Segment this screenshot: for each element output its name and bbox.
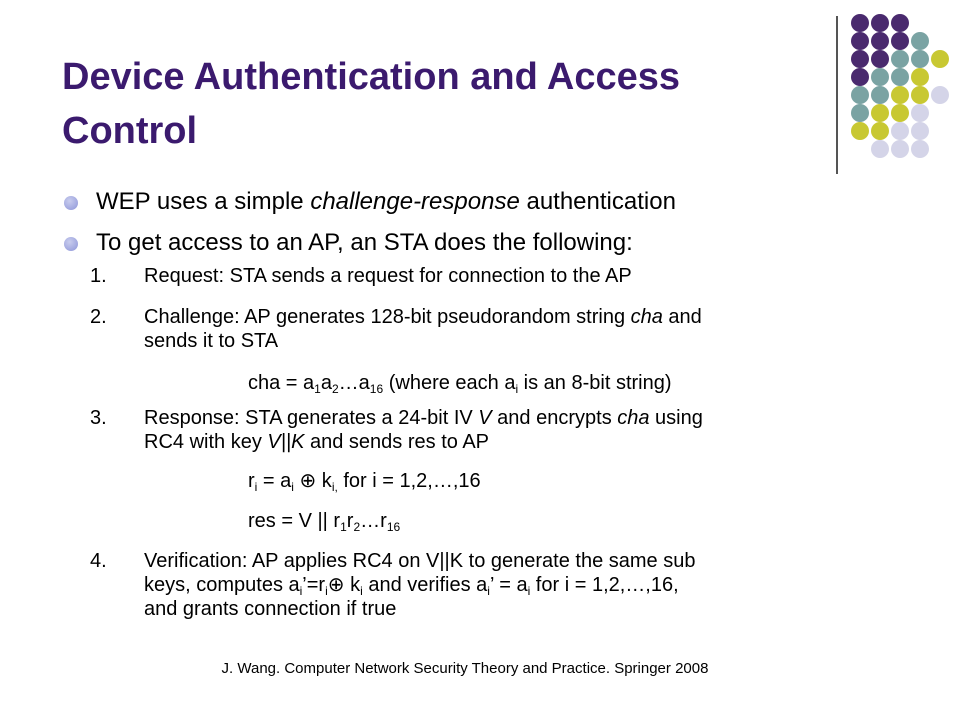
dot: [851, 104, 869, 122]
dot: [851, 122, 869, 140]
dot: [911, 32, 929, 50]
footer-citation: J. Wang. Computer Network Security Theory and Practice. Springer 2008: [221, 660, 709, 677]
bullet-dot: [64, 196, 78, 210]
dot: [891, 50, 909, 68]
dot: [931, 86, 949, 104]
dot: [891, 104, 909, 122]
formula-res: res = V || $r_1r_2\dots r_{16}$: [248, 510, 401, 534]
step-text: Verification: AP applies RC4 on V||K to generate the same sub keys, computes $a_i’=r_i\oplus$ $k_i$ and verifies $a_i$’ = $a_i$ for i = 1,2,…,16, and grants connection if true: [144, 550, 696, 620]
dot: [911, 86, 929, 104]
step-text: Request: STA sends a request for connection to the AP: [144, 265, 632, 287]
dot: [931, 50, 949, 68]
dot: [851, 32, 869, 50]
dot: [891, 122, 909, 140]
dot: [871, 122, 889, 140]
formula-cha: cha = $a_1a_2\dots a_{16}$ (where each $a_i$ is an 8-bit string): [248, 372, 672, 396]
dot: [851, 86, 869, 104]
divider-line: [836, 16, 838, 174]
dot: [891, 140, 909, 158]
dot: [891, 14, 909, 32]
dot: [911, 50, 929, 68]
dot: [871, 68, 889, 86]
dot: [851, 50, 869, 68]
dot: [871, 32, 889, 50]
title: Device Authentication and Access Control: [62, 56, 681, 152]
dot: [911, 104, 929, 122]
formula-r: $r_i = a_i$ ⊕ $k_{i,}$ for i = 1,2,…,16: [248, 470, 481, 494]
dot: [851, 68, 869, 86]
dot: [891, 86, 909, 104]
step-number: 1.: [90, 265, 107, 287]
step-number: 3.: [90, 407, 107, 429]
dot: [891, 32, 909, 50]
dot: [871, 14, 889, 32]
step-number: 2.: [90, 306, 107, 328]
step-text: Challenge: AP generates 128-bit pseudorandom string cha and sends it to STA: [144, 306, 702, 352]
dot: [891, 68, 909, 86]
bullet-text: To get access to an AP, an STA does the following:: [96, 229, 633, 256]
dot: [911, 140, 929, 158]
bullet-dot: [64, 237, 78, 251]
dot: [911, 122, 929, 140]
step-text: Response: STA generates a 24-bit IV V and encrypts cha using RC4 with key V||K and sends res to AP: [144, 407, 703, 453]
dot: [871, 104, 889, 122]
dot: [871, 140, 889, 158]
bullet-text: WEP uses a simple challenge-response authentication: [96, 188, 676, 215]
dot: [851, 14, 869, 32]
step-number: 4.: [90, 550, 107, 572]
dot: [911, 68, 929, 86]
dot: [871, 86, 889, 104]
dot: [871, 50, 889, 68]
